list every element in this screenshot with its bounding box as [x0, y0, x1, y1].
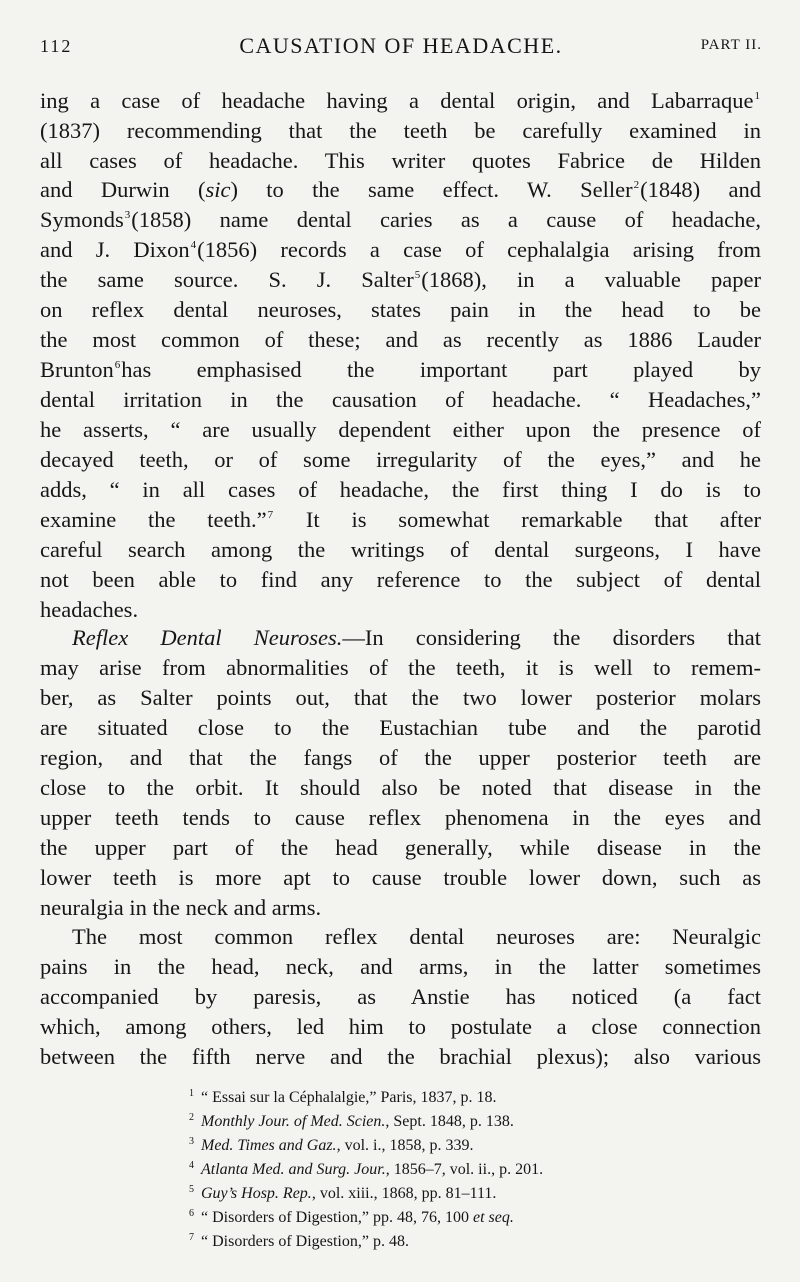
footnote-ref: 4: [190, 239, 197, 251]
text-line: the most common of these; and as recently as 1886 Lauder: [40, 327, 761, 352]
text-line: are situated close to the Eustachian tube and the parotid: [40, 715, 761, 740]
footnote: $^7$ “ Disorders of Digestion,” p. 48.: [189, 1232, 409, 1250]
footnote-ref: 1: [754, 90, 760, 102]
sic-italic: sic: [205, 177, 231, 202]
text-line: not been able to find any reference to the subject of dental: [40, 567, 761, 592]
page-number: 112: [40, 36, 73, 56]
section-heading-line: Reflex Dental Neuroses.—In considering the disorders that: [72, 625, 761, 650]
footnote-ref: 5: [414, 269, 421, 281]
text-line: headaches.: [40, 597, 139, 622]
text-line: careful search among the writings of dental surgeons, I have: [40, 537, 761, 562]
text-line: dental irritation in the causation of headache. “ Headaches,”: [40, 387, 761, 412]
footnote: $^6$ “ Disorders of Digestion,” pp. 48, 76, 100 et seq.: [189, 1208, 514, 1226]
text-line: which, among others, led him to postulate a close connection: [40, 1014, 761, 1039]
text-line: pains in the head, neck, and arms, in the latter sometimes: [40, 954, 761, 979]
text-line: and Durwin (sic) to the same effect. W. Seller$^2$(1848) and: [40, 177, 761, 202]
footnote: $^3$ Med. Times and Gaz., vol. i., 1858, p. 339.: [189, 1136, 474, 1154]
text-line: close to the orbit. It should also be noted that disease in the: [40, 775, 761, 800]
footnote: $^4$ Atlanta Med. and Surg. Jour., 1856–7, vol. ii., p. 201.: [189, 1160, 544, 1178]
text-line: Symonds$^3$(1858) name dental caries as a cause of headache,: [40, 207, 761, 232]
text-line: the upper part of the head generally, while disease in the: [40, 835, 761, 860]
footnote-ref: 7: [267, 509, 274, 521]
footnote: $^2$ Monthly Jour. of Med. Scien., Sept. 1848, p. 138.: [189, 1112, 514, 1130]
footnote-ref: 6: [114, 359, 121, 371]
text-line: the same source. S. J. Salter$^5$(1868), in a valuable paper: [40, 267, 761, 292]
text-line: ing a case of headache having a dental origin, and Labarraque$^1$: [40, 88, 760, 113]
text-line: adds, “ in all cases of headache, the first thing I do is to: [40, 477, 761, 502]
footnote-ref: 3: [124, 209, 131, 221]
text-line: (1837) recommending that the teeth be carefully examined in: [40, 118, 761, 143]
text-line: region, and that the fangs of the upper posterior teeth are: [40, 745, 761, 770]
text-line: The most common reflex dental neuroses are: Neuralgic: [72, 924, 761, 949]
text-line: ber, as Salter points out, that the two lower posterior molars: [40, 685, 761, 710]
text-line: he asserts, “ are usually dependent either upon the presence of: [40, 417, 761, 442]
text-line: neuralgia in the neck and arms.: [40, 895, 322, 920]
footnote-ref: 2: [633, 179, 640, 191]
running-title: CAUSATION OF HEADACHE.: [239, 33, 563, 58]
text-line: on reflex dental neuroses, states pain in the head to be: [40, 297, 761, 322]
running-header: [40, 28, 762, 68]
text-line: upper teeth tends to cause reflex phenomena in the eyes and: [40, 805, 761, 830]
text-line: examine the teeth.”$^7$ It is somewhat remarkable that after: [40, 507, 761, 532]
text-line: decayed teeth, or of some irregularity of the eyes,” and he: [40, 447, 761, 472]
text-line: accompanied by paresis, as Anstie has noticed (a fact: [40, 984, 761, 1009]
text-line: Brunton$^6$has emphasised the important part played by: [40, 357, 761, 382]
footnote: $^1$ “ Essai sur la Céphalalgie,” Paris, 1837, p. 18.: [189, 1088, 497, 1106]
footnote: $^5$ Guy’s Hosp. Rep., vol. xiii., 1868, pp. 81–111.: [189, 1184, 497, 1202]
part-label: PART II.: [700, 37, 762, 53]
text-line: lower teeth is more apt to cause trouble lower down, such as: [40, 865, 761, 890]
text-line: all cases of headache. This writer quotes Fabrice de Hilden: [40, 148, 761, 173]
text-line: and J. Dixon$^4$(1856) records a case of cephalalgia arising from: [40, 237, 761, 262]
section-heading: Reflex Dental Neuroses.: [72, 625, 343, 650]
text-line: may arise from abnormalities of the teeth, it is well to remem-: [40, 655, 761, 680]
text-line: between the fifth nerve and the brachial plexus); also various: [40, 1044, 761, 1069]
